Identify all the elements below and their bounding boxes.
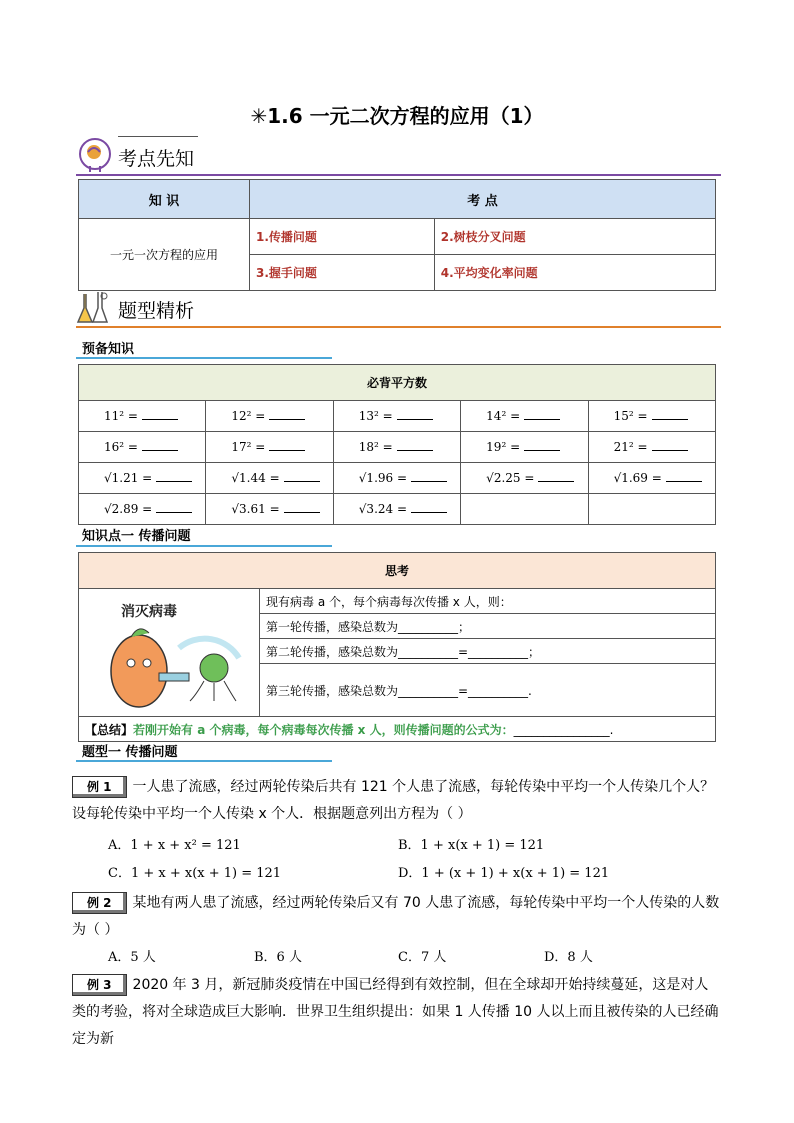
point-item: 2.树枝分叉问题 xyxy=(434,219,715,255)
illustration-caption: 消灭病毒 xyxy=(121,603,177,620)
square-item: 12² = xyxy=(231,409,266,423)
square-item: 18² = xyxy=(358,440,393,454)
example-tag: 例 1 xyxy=(72,776,127,798)
square-item: 16² = xyxy=(104,440,138,454)
think-line: 第二轮传播，感染总数为__________=__________； xyxy=(260,639,716,664)
think-line: 第一轮传播，感染总数为__________； xyxy=(260,614,716,639)
virus-illustration-cell xyxy=(79,589,260,717)
head-brain-icon xyxy=(76,136,114,174)
squares-table xyxy=(78,364,716,525)
squares-header: 必背平方数 xyxy=(79,365,716,401)
sqrt-item: √2.25 = xyxy=(486,471,535,485)
square-item: 17² = xyxy=(231,440,266,454)
sqrt-item: √1.21 = xyxy=(104,471,153,485)
square-item: 14² = xyxy=(486,409,521,423)
option-b: B．1 + x(x + 1) = 121 xyxy=(398,838,545,853)
example-tag: 例 3 xyxy=(72,974,127,996)
sqrt-item: √3.61 = xyxy=(231,502,280,516)
flask-icon xyxy=(76,288,114,326)
example-tag: 例 2 xyxy=(72,892,127,914)
option-d: D．1 + (x + 1) + x(x + 1) = 121 xyxy=(398,866,610,881)
option-b: B．6 人 xyxy=(254,950,302,965)
think-table xyxy=(78,552,716,742)
option-a: A．1 + x + x² = 121 xyxy=(108,838,241,853)
section-title: 考点先知 xyxy=(118,148,195,170)
point-item: 1.传播问题 xyxy=(250,219,435,255)
example-1 xyxy=(72,774,722,828)
example-text: 某地有两人患了流感，经过两轮传染后又有 70 人患了流感，每轮传染中平均一个人传染的人数为（ ） xyxy=(72,895,720,938)
col-header-points: 考 点 xyxy=(250,180,716,219)
knowledge-table xyxy=(78,179,716,291)
square-item: 19² = xyxy=(486,440,521,454)
section-tixing xyxy=(76,288,721,328)
cartoon-virus-icon xyxy=(79,593,259,713)
sqrt-item: √2.89 = xyxy=(104,502,153,516)
page-title: ✳1.6 一元二次方程的应用（1） xyxy=(250,104,544,128)
point-item: 4.平均变化率问题 xyxy=(434,255,715,291)
option-c: C．1 + x + x(x + 1) = 121 xyxy=(108,866,282,881)
square-item: 11² = xyxy=(104,409,138,423)
sqrt-item: √3.24 = xyxy=(358,502,408,516)
option-d: D．8 人 xyxy=(544,950,593,965)
think-line: 第三轮传播，感染总数为__________=__________. xyxy=(260,664,716,717)
subheading-tixing1: 题型一 传播问题 xyxy=(82,745,178,760)
square-item: 15² = xyxy=(613,409,648,423)
sqrt-item: √1.44 = xyxy=(231,471,280,485)
think-line: 现有病毒 a 个，每个病毒每次传播 x 人，则： xyxy=(260,589,716,614)
point-item: 3.握手问题 xyxy=(250,255,435,291)
section-kaodian xyxy=(76,136,721,176)
sqrt-item: √1.96 = xyxy=(358,471,408,485)
summary-label: 【总结】 xyxy=(85,722,134,737)
example-text: 一人患了流感，经过两轮传染后共有 121 个人患了流感，每轮传染中平均一个人传染几个人？设每轮传染中平均一个人传染 x 个人．根据题意列出方程为（ ） xyxy=(72,779,715,822)
example-3 xyxy=(72,972,722,1053)
subheading-zsd1: 知识点一 传播问题 xyxy=(82,529,191,544)
sqrt-item: √1.69 = xyxy=(613,471,662,485)
square-item: 21² = xyxy=(613,440,648,454)
example-text: 2020 年 3 月，新冠肺炎疫情在中国已经得到有效控制，但在全球却开始持续蔓延，这是对人类的考验，将对全球造成巨大影响．世界卫生组织提出：如果 1 人传播 10 人以上而且被传染的人已经确定为新 xyxy=(72,977,719,1047)
option-c: C．7 人 xyxy=(398,950,447,965)
think-header: 思考 xyxy=(79,553,716,589)
col-header-knowledge: 知 识 xyxy=(79,180,250,219)
subheading-yubei: 预备知识 xyxy=(82,342,135,357)
knowledge-label: 一元一次方程的应用 xyxy=(79,219,250,291)
summary-blank: ________________. xyxy=(513,722,614,737)
section-title: 题型精析 xyxy=(118,300,195,322)
example-2 xyxy=(72,890,722,944)
option-a: A．5 人 xyxy=(108,950,156,965)
square-item: 13² = xyxy=(358,409,393,423)
summary-text: 若刚开始有 a 个病毒，每个病毒每次传播 x 人，则传播问题的公式为： xyxy=(133,722,514,737)
